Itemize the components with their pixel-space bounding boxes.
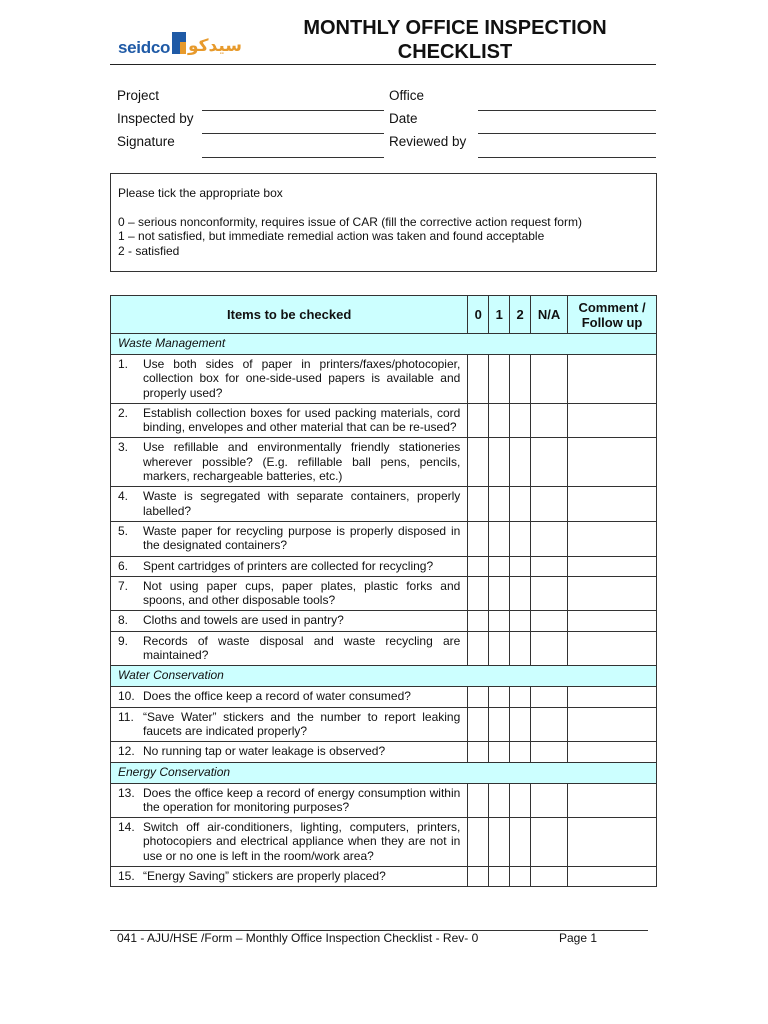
reviewed-by-label: Reviewed by — [389, 134, 467, 149]
score-1-checkbox[interactable] — [489, 818, 510, 867]
checklist-body — [111, 334, 657, 887]
item-cell — [111, 521, 468, 556]
rating-legend-0: 0 – serious nonconformity, requires issue of CAR (fill the corrective action request form) — [118, 214, 582, 229]
score-1-checkbox[interactable] — [489, 438, 510, 487]
item-number: 7. — [118, 578, 129, 593]
project-label: Project — [117, 88, 160, 103]
na-checkbox[interactable] — [531, 556, 568, 576]
header-items: Items to be checked — [111, 296, 468, 334]
score-2-checkbox[interactable] — [510, 707, 531, 742]
section-row — [111, 334, 657, 355]
score-0-checkbox[interactable] — [468, 631, 489, 666]
header-na: N/A — [531, 296, 568, 334]
item-cell — [111, 818, 468, 867]
item-cell — [111, 487, 468, 522]
item-cell — [111, 611, 468, 631]
score-2-checkbox[interactable] — [510, 556, 531, 576]
header-score-1: 1 — [489, 296, 510, 334]
office-field[interactable] — [478, 110, 656, 111]
comment-cell[interactable] — [568, 631, 657, 666]
score-2-checkbox[interactable] — [510, 355, 531, 404]
signature-field[interactable] — [202, 157, 384, 158]
item-text: Cloths and towels are used in pantry? — [143, 613, 344, 628]
comment-cell[interactable] — [568, 403, 657, 438]
table-row — [111, 521, 657, 556]
logo-text-arabic: سيدكو — [188, 36, 243, 55]
na-checkbox[interactable] — [531, 576, 568, 611]
section-row — [111, 666, 657, 687]
score-1-checkbox[interactable] — [489, 783, 510, 818]
score-0-checkbox[interactable] — [468, 403, 489, 438]
comment-cell[interactable] — [568, 487, 657, 522]
score-1-checkbox[interactable] — [489, 487, 510, 522]
logo-mark-icon — [172, 32, 186, 54]
na-checkbox[interactable] — [531, 355, 568, 404]
header-comment-line-2: Follow up — [581, 314, 643, 330]
score-0-checkbox[interactable] — [468, 707, 489, 742]
score-1-checkbox[interactable] — [489, 611, 510, 631]
score-1-checkbox[interactable] — [489, 403, 510, 438]
header-comment — [568, 296, 657, 334]
score-2-checkbox[interactable] — [510, 818, 531, 867]
na-checkbox[interactable] — [531, 487, 568, 522]
item-text: Establish collection boxes for used packing materials, cord binding, envelopes and other material that can be re-used? — [143, 405, 461, 435]
item-cell — [111, 403, 468, 438]
score-2-checkbox[interactable] — [510, 576, 531, 611]
item-text: Spent cartridges of printers are collected for recycling? — [143, 558, 434, 573]
comment-cell[interactable] — [568, 742, 657, 762]
company-logo — [118, 30, 242, 60]
item-cell — [111, 687, 468, 707]
na-checkbox[interactable] — [531, 631, 568, 666]
table-row — [111, 783, 657, 818]
comment-cell[interactable] — [568, 556, 657, 576]
office-label: Office — [389, 88, 425, 103]
item-number: 12. — [118, 744, 135, 759]
table-row — [111, 611, 657, 631]
score-1-checkbox[interactable] — [489, 867, 510, 887]
table-row — [111, 556, 657, 576]
score-1-checkbox[interactable] — [489, 355, 510, 404]
na-checkbox[interactable] — [531, 818, 568, 867]
table-row — [111, 742, 657, 762]
item-cell — [111, 556, 468, 576]
rating-legend-1: 1 – not satisfied, but immediate remedial action was taken and found acceptable — [118, 229, 545, 243]
item-cell — [111, 355, 468, 404]
score-1-checkbox[interactable] — [489, 521, 510, 556]
item-text: “Save Water” stickers and the number to report leaking faucets are indicated properly? — [143, 709, 461, 738]
score-2-checkbox[interactable] — [510, 631, 531, 666]
item-number: 13. — [118, 785, 135, 800]
date-label: Date — [389, 111, 418, 126]
logo-text-latin: seidco — [118, 38, 171, 57]
item-text: Switch off air-conditioners, lighting, computers, printers, photocopiers and electrical appliance when they are not in use or no one is left in the room/work area? — [143, 820, 461, 863]
item-number: 14. — [118, 820, 135, 835]
title-line-2: CHECKLIST — [397, 41, 513, 63]
instructions-heading: Please tick the appropriate box — [118, 186, 283, 200]
item-number: 5. — [118, 523, 129, 538]
score-0-checkbox[interactable] — [468, 687, 489, 707]
item-text: Does the office keep a record of energy consumption within the operation for monitoring purposes? — [143, 785, 461, 814]
na-checkbox[interactable] — [531, 742, 568, 762]
na-checkbox[interactable] — [531, 521, 568, 556]
item-text: “Energy Saving” stickers are properly placed? — [143, 869, 386, 884]
item-cell — [111, 707, 468, 742]
na-checkbox[interactable] — [531, 867, 568, 887]
item-number: 10. — [118, 689, 135, 704]
score-2-checkbox[interactable] — [510, 742, 531, 762]
score-2-checkbox[interactable] — [510, 438, 531, 487]
rating-legend-2: 2 - satisfied — [118, 243, 180, 258]
score-0-checkbox[interactable] — [468, 783, 489, 818]
item-text: Waste paper for recycling purpose is properly disposed in the designated containers? — [143, 523, 461, 553]
score-2-checkbox[interactable] — [510, 783, 531, 818]
section-title: Waste Management — [111, 334, 657, 355]
score-0-checkbox[interactable] — [468, 556, 489, 576]
table-row — [111, 687, 657, 707]
table-row — [111, 355, 657, 404]
score-1-checkbox[interactable] — [489, 576, 510, 611]
score-0-checkbox[interactable] — [468, 521, 489, 556]
comment-cell[interactable] — [568, 707, 657, 742]
score-0-checkbox[interactable] — [468, 742, 489, 762]
score-1-checkbox[interactable] — [489, 707, 510, 742]
table-row — [111, 576, 657, 611]
checklist-table — [110, 295, 657, 887]
score-0-checkbox[interactable] — [468, 487, 489, 522]
section-title: Energy Conservation — [111, 762, 657, 783]
table-row — [111, 438, 657, 487]
comment-cell[interactable] — [568, 521, 657, 556]
na-checkbox[interactable] — [531, 707, 568, 742]
score-1-checkbox[interactable] — [489, 556, 510, 576]
comment-cell[interactable] — [568, 783, 657, 818]
comment-cell[interactable] — [568, 687, 657, 707]
inspected-by-label: Inspected by — [117, 111, 194, 126]
footer-page-number: Page 1 — [559, 931, 598, 945]
item-text: Use both sides of paper in printers/faxes/photocopier, collection box for one-side-used papers is available and properly used? — [143, 357, 461, 400]
item-number: 2. — [118, 405, 129, 420]
item-text: No running tap or water leakage is observed? — [143, 744, 386, 759]
title-divider — [110, 64, 656, 65]
date-field[interactable] — [478, 133, 656, 134]
item-number: 6. — [118, 558, 129, 573]
table-row — [111, 867, 657, 887]
item-text: Waste is segregated with separate containers, properly labelled? — [143, 489, 461, 518]
signature-label: Signature — [117, 134, 175, 149]
comment-cell[interactable] — [568, 818, 657, 867]
score-2-checkbox[interactable] — [510, 611, 531, 631]
score-1-checkbox[interactable] — [489, 631, 510, 666]
instructions-box — [110, 173, 657, 272]
na-checkbox[interactable] — [531, 403, 568, 438]
na-checkbox[interactable] — [531, 438, 568, 487]
item-text: Does the office keep a record of water consumed? — [143, 689, 411, 704]
footer-doc-ref: 041 - AJU/HSE /Form – Monthly Office Inspection Checklist - Rev- 0 — [117, 931, 479, 945]
score-0-checkbox[interactable] — [468, 438, 489, 487]
item-cell — [111, 783, 468, 818]
table-header-row — [111, 296, 657, 334]
comment-cell[interactable] — [568, 438, 657, 487]
score-0-checkbox[interactable] — [468, 867, 489, 887]
comment-cell[interactable] — [568, 355, 657, 404]
na-checkbox[interactable] — [531, 687, 568, 707]
score-2-checkbox[interactable] — [510, 521, 531, 556]
item-cell — [111, 631, 468, 666]
score-0-checkbox[interactable] — [468, 818, 489, 867]
item-number: 1. — [118, 357, 129, 371]
item-number: 9. — [118, 633, 129, 648]
table-row — [111, 403, 657, 438]
item-text: Use refillable and environmentally friendly stationeries wherever possible? (E.g. refillable ball pens, pencils, markers, rechargeable batteries, etc.) — [143, 440, 461, 484]
comment-cell[interactable] — [568, 611, 657, 631]
reviewed-by-field[interactable] — [478, 157, 656, 158]
item-text: Not using paper cups, paper plates, plastic forks and spoons, and other disposable tools? — [143, 578, 461, 608]
header-comment-line-1: Comment / — [578, 299, 646, 315]
item-number: 15. — [118, 869, 135, 884]
score-2-checkbox[interactable] — [510, 687, 531, 707]
score-2-checkbox[interactable] — [510, 403, 531, 438]
item-cell — [111, 438, 468, 487]
table-row — [111, 487, 657, 522]
header-score-2: 2 — [510, 296, 531, 334]
item-text: Records of waste disposal and waste recycling are maintained? — [143, 633, 461, 663]
item-cell — [111, 576, 468, 611]
score-2-checkbox[interactable] — [510, 867, 531, 887]
score-0-checkbox[interactable] — [468, 576, 489, 611]
section-row — [111, 762, 657, 783]
comment-cell[interactable] — [568, 867, 657, 887]
score-1-checkbox[interactable] — [489, 742, 510, 762]
page-title — [290, 16, 620, 64]
na-checkbox[interactable] — [531, 611, 568, 631]
na-checkbox[interactable] — [531, 783, 568, 818]
item-number: 8. — [118, 613, 129, 628]
comment-cell[interactable] — [568, 576, 657, 611]
table-row — [111, 707, 657, 742]
project-field[interactable] — [202, 110, 384, 111]
score-2-checkbox[interactable] — [510, 487, 531, 522]
table-row — [111, 818, 657, 867]
table-row — [111, 631, 657, 666]
item-number: 4. — [118, 489, 129, 504]
item-cell — [111, 867, 468, 887]
item-number: 3. — [118, 440, 129, 455]
header-score-0: 0 — [468, 296, 489, 334]
score-0-checkbox[interactable] — [468, 355, 489, 404]
inspected-by-field[interactable] — [202, 133, 384, 134]
item-cell — [111, 742, 468, 762]
score-1-checkbox[interactable] — [489, 687, 510, 707]
score-0-checkbox[interactable] — [468, 611, 489, 631]
title-line-1: MONTHLY OFFICE INSPECTION — [303, 17, 607, 39]
section-title: Water Conservation — [111, 666, 657, 687]
item-number: 11. — [118, 709, 134, 724]
